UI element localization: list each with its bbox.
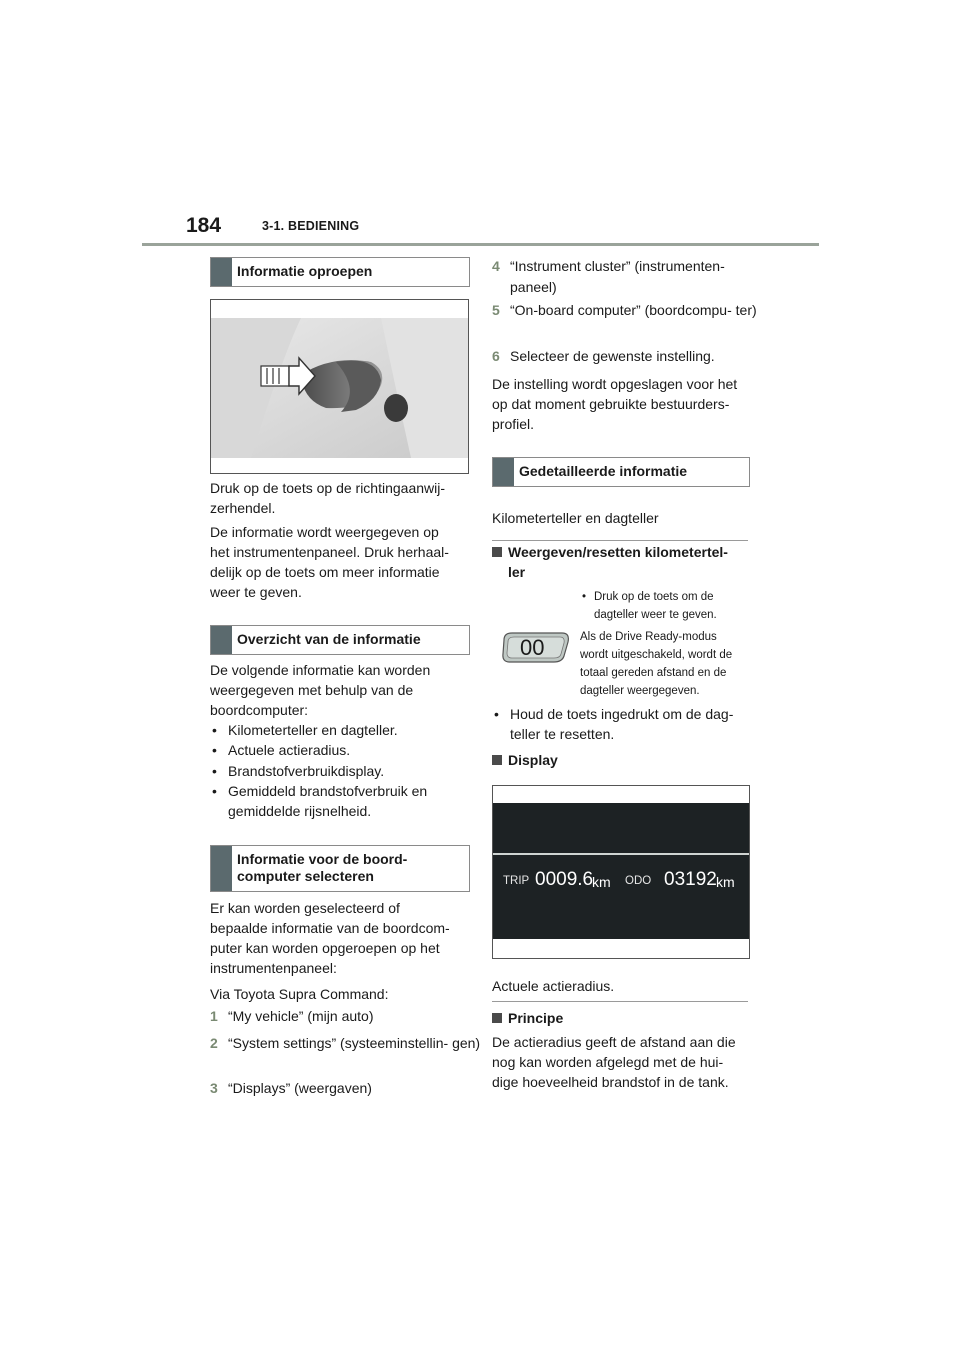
trip-value: 0009.6	[535, 869, 594, 890]
list-item: • Kilometerteller en dagteller.	[210, 720, 478, 740]
instrument-display-figure	[492, 785, 750, 959]
saved-text: De instelling wordt opgeslagen voor het op dat moment gebruikte bestuurders- profiel.	[492, 376, 738, 432]
display-screen	[493, 803, 749, 939]
range-caption: Actuele actieradius.	[492, 976, 748, 1002]
odo-caption: Kilometerteller en dagteller	[492, 508, 748, 541]
principe-heading: Principe	[492, 1008, 770, 1028]
section-title: Gedetailleerde informatie	[519, 463, 688, 479]
trip-reset-button-illustration	[500, 630, 572, 664]
list-item: • Actuele actieradius.	[210, 740, 478, 760]
list-item: • Brandstofverbruikdisplay.	[210, 761, 478, 781]
step-1: 1 “My vehicle” (mijn auto)	[210, 1008, 374, 1024]
section-bar-boordcomputer	[210, 845, 470, 892]
chapter-title: 3-1. BEDIENING	[262, 219, 360, 233]
odo-unit: km	[716, 874, 735, 890]
square-bullet-icon	[492, 755, 502, 765]
trip-unit: km	[592, 874, 611, 890]
odo-value: 03192	[664, 869, 717, 890]
display-heading: Display	[492, 750, 770, 770]
page-number: 184	[186, 214, 222, 237]
press-text: Druk op de toets op de richtingaanwij- zerhendel.	[210, 480, 446, 516]
select-intro: Er kan worden geselecteerd of bepaalde informatie van de boordcom- puter kan worden opgeroepen op het instrumentenpaneel:	[210, 900, 450, 976]
odo-label: ODO	[625, 875, 652, 887]
square-bullet-icon	[492, 1013, 502, 1023]
overview-intro: De volgende informatie kan worden weergegeven met behulp van de boordcomputer:	[210, 662, 431, 718]
display-divider	[493, 853, 749, 855]
section-title: Informatie oproepen	[237, 263, 373, 279]
press-small-text: • Druk op de toets om de dagteller weer te geven.	[582, 591, 717, 621]
button-label: 00	[520, 635, 545, 660]
trip-label: TRIP	[503, 875, 530, 887]
step-4: 4 “Instrument cluster” (instrumenten- paneel)	[492, 258, 725, 295]
info-text: De informatie wordt weergegeven op het instrumentenpaneel. Druk herhaal- delijk op de toets om meer informatie weer te geven.	[210, 524, 449, 600]
section-bar-gedetailleerd	[492, 457, 750, 487]
principe-text: De actieradius geeft de afstand aan die nog kan worden afgelegd met de hui- dige hoeveelheid brandstof in de tank.	[492, 1034, 736, 1090]
step-6: 6 Selecteer de gewenste instelling.	[492, 348, 715, 364]
section-title: Overzicht van de informatie	[237, 631, 421, 647]
lever-drawing	[211, 300, 468, 473]
list-item-continuation: gemiddelde rijsnelheid.	[228, 803, 372, 819]
step-3: 3 “Displays” (weergaven)	[210, 1080, 372, 1096]
step-2: 2 “System settings” (systeeminstellin- gen)	[210, 1035, 481, 1051]
reset-heading: Weergeven/resetten kilometertel- ler	[492, 542, 770, 582]
lever-illustration	[210, 299, 469, 474]
header-rule	[142, 243, 819, 246]
list-item: • Gemiddeld brandstofverbruik en	[210, 781, 478, 801]
via-text: Via Toyota Supra Command:	[210, 986, 389, 1002]
section-bar-informatie-oproepen	[210, 257, 470, 287]
drive-ready-text: Als de Drive Ready-modus wordt uitgeschakeld, wordt de totaal gereden afstand en de dagteller weergegeven.	[580, 631, 733, 697]
hold-text: • Houd de toets ingedrukt om de dag- teller te resetten.	[492, 704, 766, 744]
section-title: Informatie voor de boord- computer selecteren	[237, 851, 408, 884]
section-bar-overzicht	[210, 625, 470, 655]
square-bullet-icon	[492, 547, 502, 557]
step-5: 5 “On-board computer” (boordcompu- ter)	[492, 302, 757, 318]
